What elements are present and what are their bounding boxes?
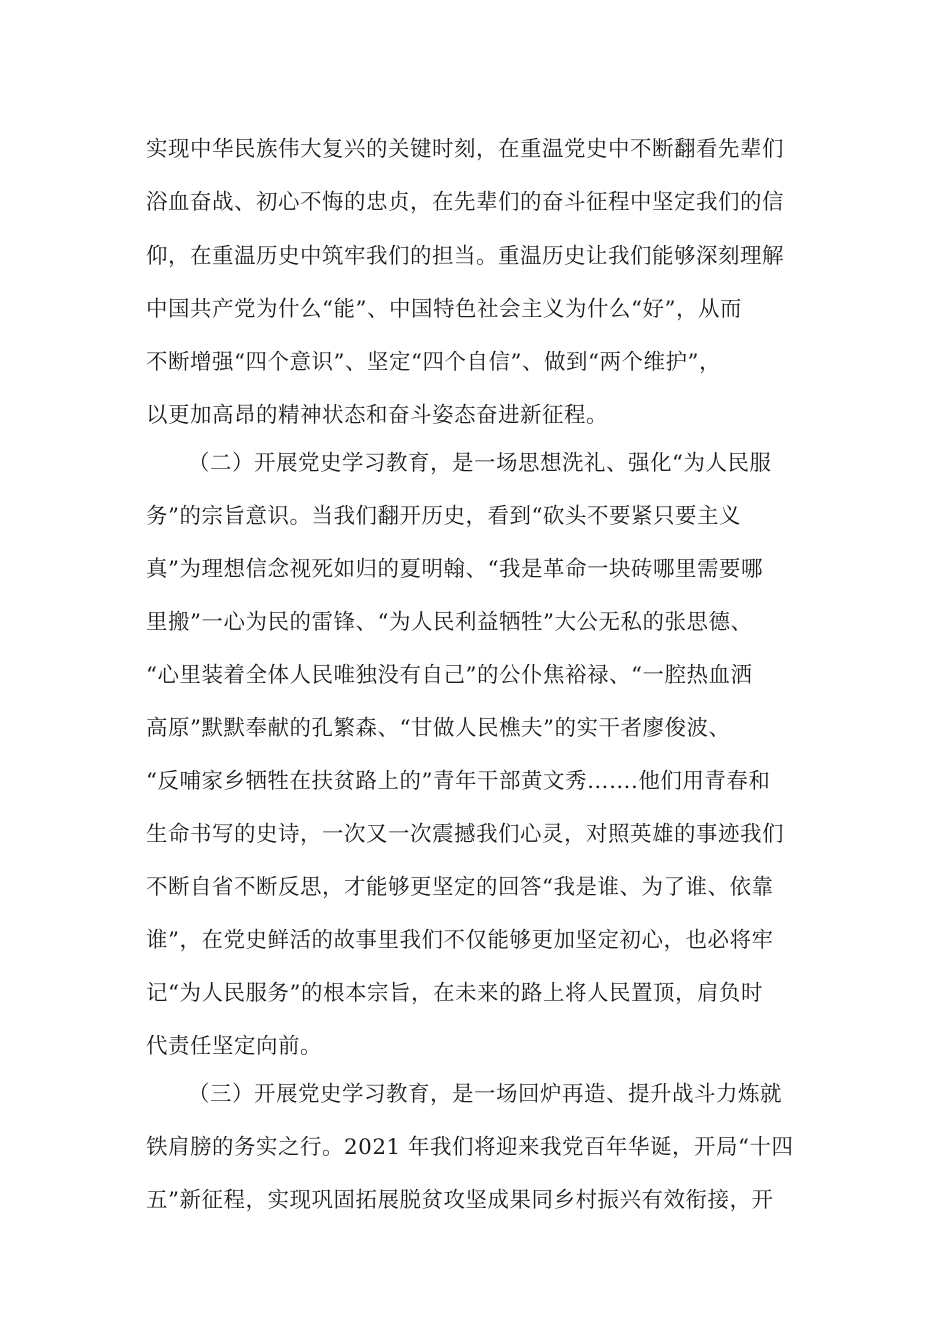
paragraph-2-line-2: 务”的宗旨意识。当我们翻开历史，看到“砍头不要紧只要主义 [146, 504, 741, 529]
paragraph-2-line-5: “心里装着全体人民唯独没有自己”的公仆焦裕禄、“一腔热血洒 [146, 663, 753, 688]
paragraph-1-line-3: 仰，在重温历史中筑牢我们的担当。重温历史让我们能够深刻理解 [146, 244, 785, 269]
paragraph-2-line-7: “反哺家乡牺牲在扶贫路上的”青年干部黄文秀…….他们用青春和 [146, 769, 771, 794]
paragraph-3-line-1: （三）开展党史学习教育，是一场回炉再造、提升战斗力炼就 [188, 1082, 783, 1107]
paragraph-2-line-10: 谁”，在党史鲜活的故事里我们不仅能够更加坚定初心，也必将牢 [146, 928, 774, 953]
paragraph-2-line-6: 高原”默默奉献的孔繁森、“甘做人民樵夫”的实干者廖俊波、 [146, 716, 731, 741]
paragraph-2-line-3: 真”为理想信念视死如归的夏明翰、“我是革命一块砖哪里需要哪 [146, 557, 763, 582]
paragraph-2-line-12: 代责任坚定向前。 [146, 1034, 323, 1059]
paragraph-1-line-1: 实现中华民族伟大复兴的关键时刻，在重温党史中不断翻看先辈们 [146, 137, 785, 162]
paragraph-1-line-5: 不断增强“四个意识”、坚定“四个自信”、做到“两个维护”， [146, 350, 721, 375]
paragraph-2-line-4: 里搬”一心为民的雷锋、“为人民利益牺牲”大公无私的张思德、 [146, 610, 753, 635]
paragraph-1-line-6: 以更加高昂的精神状态和奋斗姿态奋进新征程。 [146, 403, 609, 428]
paragraph-1-line-2: 浴血奋战、初心不悔的忠贞，在先辈们的奋斗征程中坚定我们的信 [146, 190, 785, 215]
paragraph-2-line-8: 生命书写的史诗，一次又一次震撼我们心灵，对照英雄的事迹我们 [146, 822, 785, 847]
paragraph-1-line-4: 中国共产党为什么“能”、中国特色社会主义为什么“好”，从而 [146, 297, 742, 322]
paragraph-2-line-9: 不断自省不断反思，才能够更坚定的回答“我是谁、为了谁、依靠 [146, 875, 774, 900]
paragraph-2-line-11: 记“为人民服务”的根本宗旨，在未来的路上将人民置顶，肩负时 [146, 981, 763, 1006]
paragraph-2-line-1: （二）开展党史学习教育，是一场思想洗礼、强化“为人民服 [188, 451, 772, 476]
paragraph-3-line-3: 五”新征程，实现巩固拓展脱贫攻坚成果同乡村振兴有效衔接，开 [146, 1188, 774, 1213]
paragraph-3-line-2: 铁肩膀的务实之行。2021 年我们将迎来我党百年华诞，开局“十四 [146, 1135, 794, 1160]
